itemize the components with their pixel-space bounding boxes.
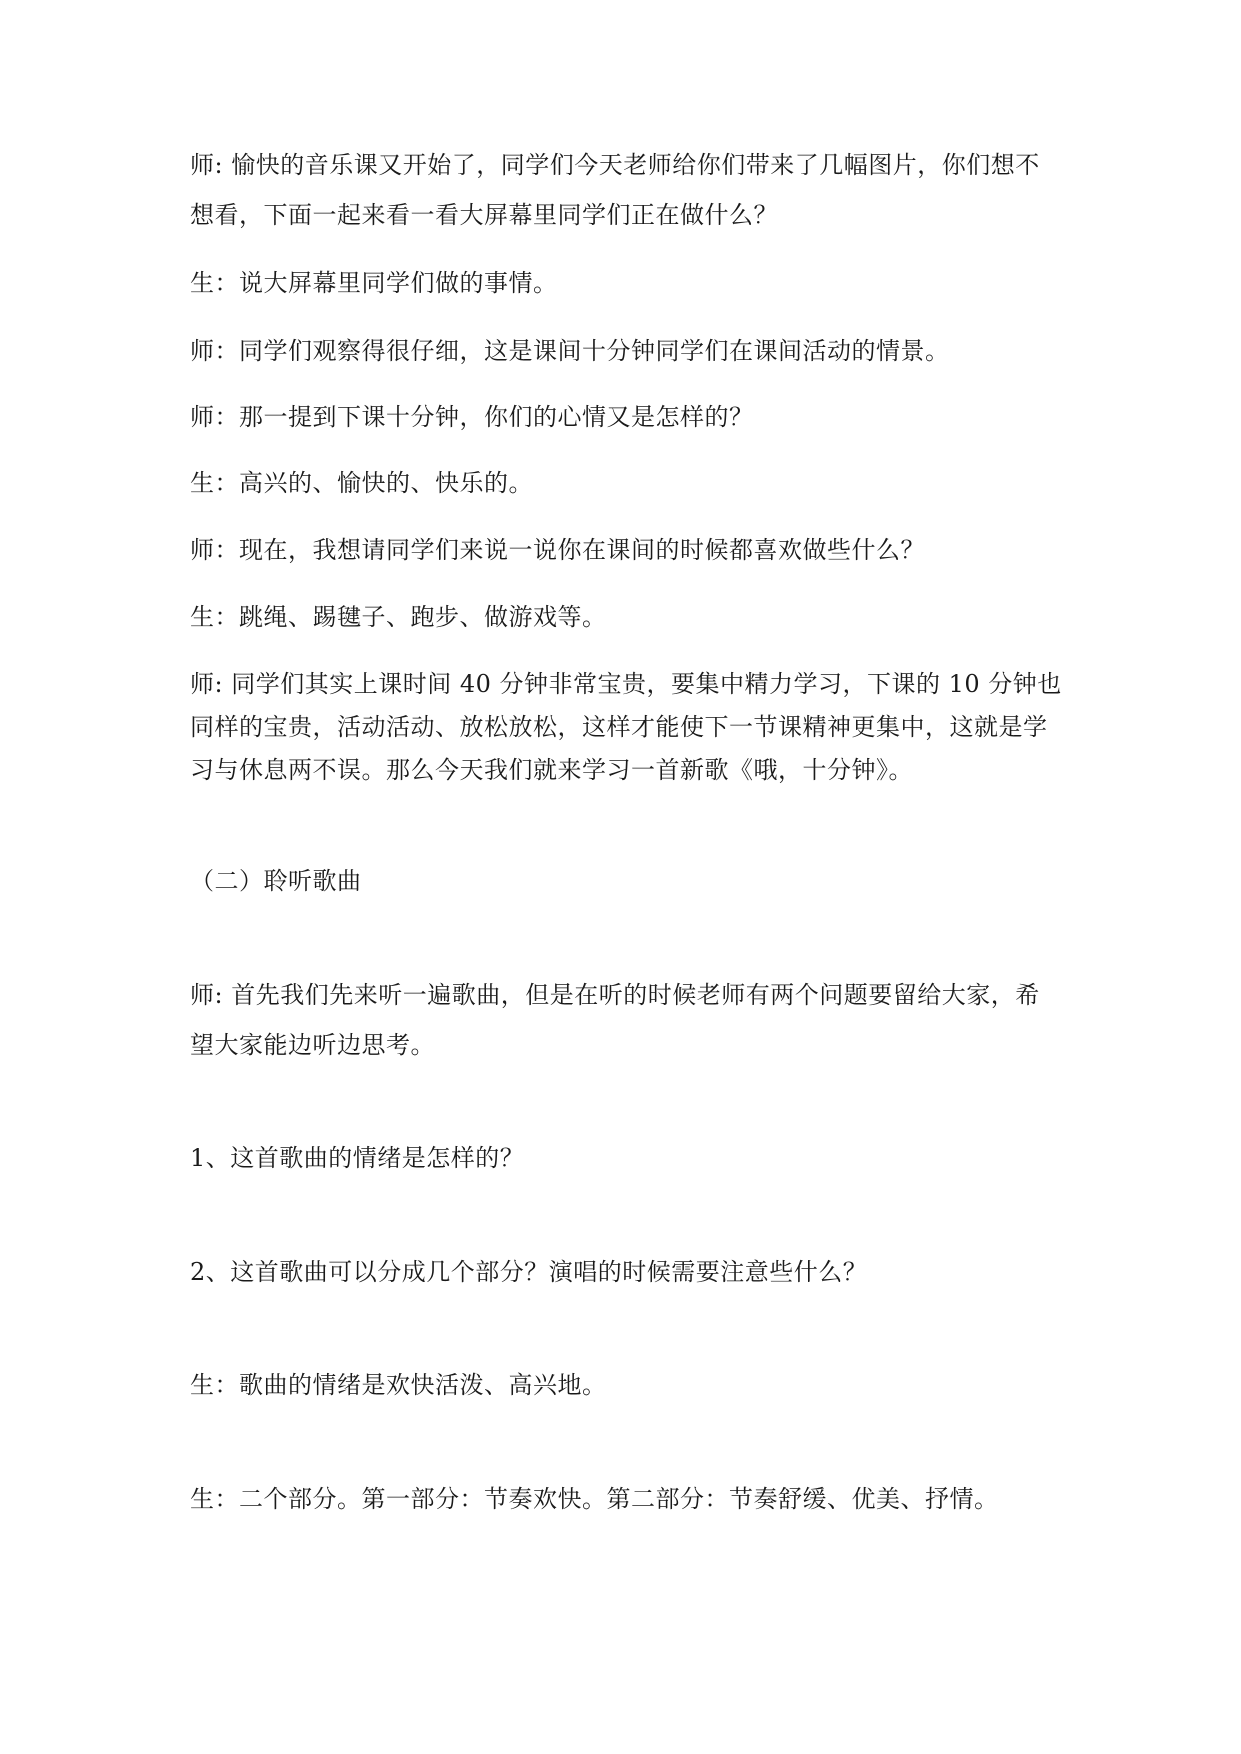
paragraph-line: 生：跳绳、踢毽子、跑步、做游戏等。 [190, 603, 607, 631]
paragraph-line: 想看，下面一起来看一看大屏幕里同学们正在做什么？ [190, 201, 778, 229]
paragraph-line: 同样的宝贵，活动活动、放松放松，这样才能使下一节课精神更集中，这就是学 [190, 713, 1048, 741]
paragraph-line: 师: 愉快的音乐课又开始了，同学们今天老师给你们带来了几幅图片，你们想不 [190, 151, 1040, 179]
paragraph-line: 师：现在，我想请同学们来说一说你在课间的时候都喜欢做些什么？ [190, 536, 925, 564]
question-item: 1、这首歌曲的情绪是怎样的？ [190, 1144, 525, 1172]
paragraph-line: 师：同学们观察得很仔细，这是课间十分钟同学们在课间活动的情景。 [190, 337, 950, 365]
paragraph-line: 生：歌曲的情绪是欢快活泼、高兴地。 [190, 1371, 607, 1399]
paragraph-line: 生：高兴的、愉快的、快乐的。 [190, 469, 533, 497]
paragraph-line: 师: 同学们其实上课时间 40 分钟非常宝贵，要集中精力学习，下课的 10 分钟也 [190, 670, 1062, 698]
question-item: 2、这首歌曲可以分成几个部分？演唱的时候需要注意些什么？ [190, 1258, 868, 1286]
paragraph-line: 生：说大屏幕里同学们做的事情。 [190, 269, 558, 297]
paragraph-line: 望大家能边听边思考。 [190, 1031, 435, 1059]
section-heading: （二）聆听歌曲 [190, 867, 362, 895]
paragraph-line: 师: 首先我们先来听一遍歌曲，但是在听的时候老师有两个问题要留给大家，希 [190, 981, 1040, 1009]
paragraph-line: 师：那一提到下课十分钟，你们的心情又是怎样的？ [190, 403, 754, 431]
paragraph-line: 习与休息两不误。那么今天我们就来学习一首新歌《哦，十分钟》。 [190, 756, 913, 784]
paragraph-line: 生：二个部分。第一部分：节奏欢快。第二部分：节奏舒缓、优美、抒情。 [190, 1485, 999, 1513]
